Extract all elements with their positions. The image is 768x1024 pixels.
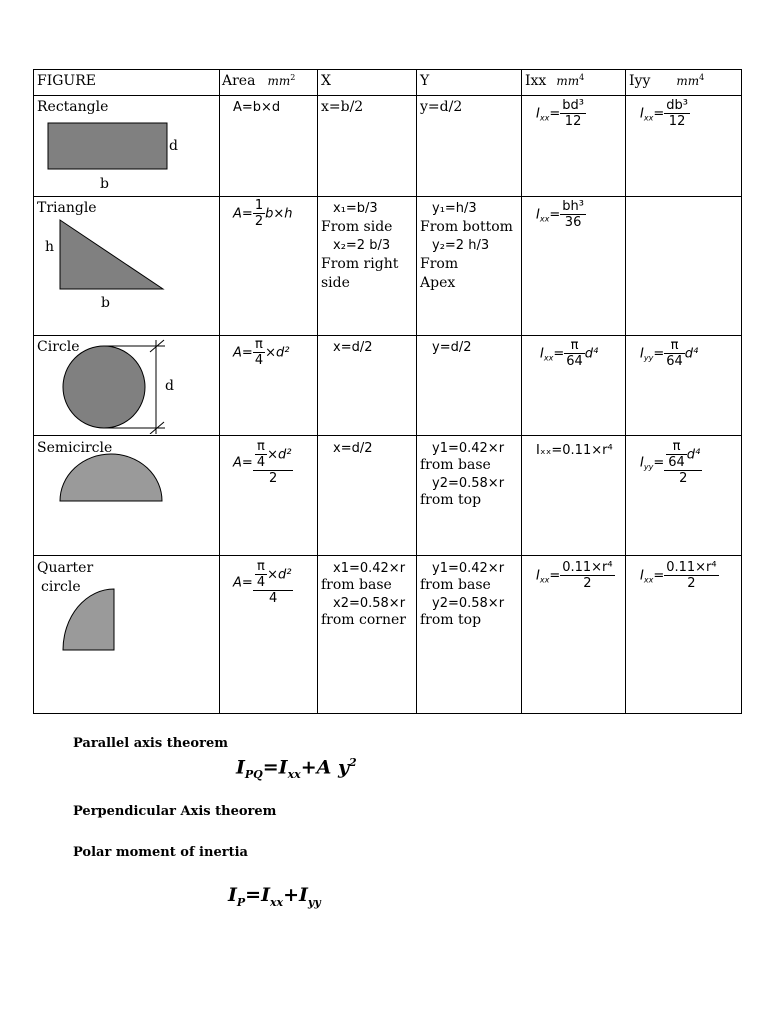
header-iyy bbox=[629, 73, 704, 89]
perpendicular-axis-title: Perpendicular Axis theorem bbox=[73, 804, 277, 819]
row-divider bbox=[33, 196, 742, 197]
header-iyy-unit: $mm^4$ bbox=[676, 73, 705, 88]
parallel-axis-title: Parallel axis theorem bbox=[73, 736, 228, 751]
column-divider bbox=[219, 69, 220, 714]
triangle-y-text3: Apex bbox=[420, 275, 456, 291]
quarter-circle-x2: x2=0.58×r bbox=[333, 596, 406, 611]
row-divider bbox=[33, 95, 742, 96]
rectangle-dim-b: b bbox=[100, 176, 109, 192]
semicircle-y-text2: from top bbox=[420, 492, 482, 508]
header-ixx-label: Ixx bbox=[525, 73, 547, 89]
quarter-circle-area: A= $\frac{\pi}{4}$ ×d² 4 bbox=[233, 559, 292, 606]
triangle-y-text1: From bottom bbox=[420, 219, 513, 235]
header-area-label: Area bbox=[222, 73, 256, 89]
triangle-y2: y₂=2 h/3 bbox=[432, 238, 490, 253]
header-y: Y bbox=[420, 73, 430, 89]
table-border-bottom bbox=[33, 713, 742, 714]
header-iyy-label: Iyy bbox=[629, 73, 651, 89]
triangle-label: Triangle bbox=[37, 200, 97, 216]
rectangle-y: y=d/2 bbox=[420, 99, 463, 115]
triangle-diagram bbox=[55, 218, 170, 294]
polar-moment-formula: $I_P=I_{xx}+I_{yy}$ bbox=[228, 884, 321, 909]
rectangle-ixx: $I_{xx}=$ $\frac{\text{bd³}}{12}$ bbox=[536, 98, 584, 129]
rectangle-dim-d: d bbox=[169, 138, 178, 154]
row-divider bbox=[33, 435, 742, 436]
quarter-circle-ixx: $I_{xx}=$ $\frac{\text{0.11×r⁴}}{2}$ bbox=[536, 560, 613, 591]
circle-shape bbox=[63, 346, 145, 428]
quarter-circle-iyy: $I_{xx}=$ $\frac{\text{0.11×r⁴}}{2}$ bbox=[640, 560, 717, 591]
quarter-circle-label-line2: circle bbox=[41, 579, 81, 595]
triangle-dim-b: b bbox=[101, 295, 110, 311]
quarter-circle-label-line1: Quarter bbox=[37, 560, 94, 576]
quarter-circle-x1: x1=0.42×r bbox=[333, 561, 406, 576]
circle-ixx: $I_{xx}=$ $\frac{\pi}{64}$ d⁴ bbox=[540, 338, 599, 369]
rectangle-area: A=b×d bbox=[233, 100, 281, 115]
quarter-circle-y-text2: from top bbox=[420, 612, 482, 628]
semicircle-ixx: Iₓₓ=0.11×r⁴ bbox=[536, 443, 613, 458]
triangle-area: A= $\frac{1}{2}$ b×h bbox=[233, 198, 293, 229]
polar-moment-title: Polar moment of inertia bbox=[73, 845, 248, 860]
triangle-y-text2: From bbox=[420, 256, 459, 272]
table-border-right bbox=[741, 69, 742, 714]
triangle-shape bbox=[60, 220, 163, 289]
semicircle-label: Semicircle bbox=[37, 440, 113, 456]
row-divider bbox=[33, 555, 742, 556]
table-border-left bbox=[33, 69, 34, 714]
header-x: X bbox=[321, 73, 331, 89]
quarter-circle-y-text1: from base bbox=[420, 577, 491, 593]
circle-y: y=d/2 bbox=[432, 340, 472, 355]
quarter-circle-x-text2: from corner bbox=[321, 612, 406, 628]
circle-dim-d: d bbox=[165, 378, 174, 394]
semicircle-y2: y2=0.58×r bbox=[432, 476, 505, 491]
quarter-circle-x-text1: from base bbox=[321, 577, 392, 593]
semicircle-y1: y1=0.42×r bbox=[432, 441, 505, 456]
rectangle-iyy: $I_{xx}=$ $\frac{\text{db³}}{12}$ bbox=[640, 98, 688, 129]
quarter-circle-y1: y1=0.42×r bbox=[432, 561, 505, 576]
triangle-x-text1: From side bbox=[321, 219, 393, 235]
semicircle-y-text1: from base bbox=[420, 457, 491, 473]
header-ixx-unit: $mm^4$ bbox=[556, 73, 585, 88]
quarter-circle-y2: y2=0.58×r bbox=[432, 596, 505, 611]
rectangle-shape bbox=[48, 123, 167, 169]
triangle-ixx: $I_{xx}=$ $\frac{\text{bh³}}{36}$ bbox=[536, 199, 584, 230]
header-area-unit: $mm^2$ bbox=[267, 73, 296, 88]
triangle-dim-h: h bbox=[45, 239, 55, 255]
triangle-y1: y₁=h/3 bbox=[432, 201, 477, 216]
quarter-circle-shape bbox=[63, 589, 114, 650]
circle-label: Circle bbox=[37, 339, 80, 355]
semicircle-area: A= $\frac{\pi}{4}$ ×d² 2 bbox=[233, 439, 292, 486]
rectangle-x: x=b/2 bbox=[321, 99, 364, 115]
rectangle-diagram bbox=[40, 118, 200, 194]
triangle-x2: x₂=2 b/3 bbox=[333, 238, 391, 253]
header-figure: FIGURE bbox=[37, 73, 96, 89]
triangle-x1: x₁=b/3 bbox=[333, 201, 378, 216]
rectangle-label: Rectangle bbox=[37, 99, 109, 115]
row-divider bbox=[33, 335, 742, 336]
circle-x: x=d/2 bbox=[333, 340, 373, 355]
header-ixx bbox=[525, 73, 584, 89]
column-divider bbox=[521, 69, 522, 714]
column-divider bbox=[416, 69, 417, 714]
semicircle-shape bbox=[60, 454, 162, 501]
table-border-top bbox=[33, 69, 742, 70]
circle-iyy: $I_{yy}=$ $\frac{\pi}{64}$ d⁴ bbox=[640, 338, 699, 369]
circle-diagram bbox=[60, 338, 180, 434]
column-divider bbox=[625, 69, 626, 714]
semicircle-iyy: $I_{yy}=$ $\frac{\pi}{64}$ d⁴ 2 bbox=[640, 439, 701, 486]
triangle-x-text2: From right bbox=[321, 256, 399, 272]
semicircle-x: x=d/2 bbox=[333, 441, 373, 456]
header-area bbox=[222, 73, 295, 89]
triangle-x-text3: side bbox=[321, 275, 350, 291]
column-divider bbox=[317, 69, 318, 714]
quarter-circle-diagram bbox=[58, 584, 120, 654]
parallel-axis-formula: $I_{PQ}=I_{xx}+A$ $y^2$ bbox=[236, 756, 357, 782]
semicircle-diagram bbox=[55, 450, 170, 506]
circle-area: A= $\frac{\pi}{4}$ ×d² bbox=[233, 337, 290, 368]
